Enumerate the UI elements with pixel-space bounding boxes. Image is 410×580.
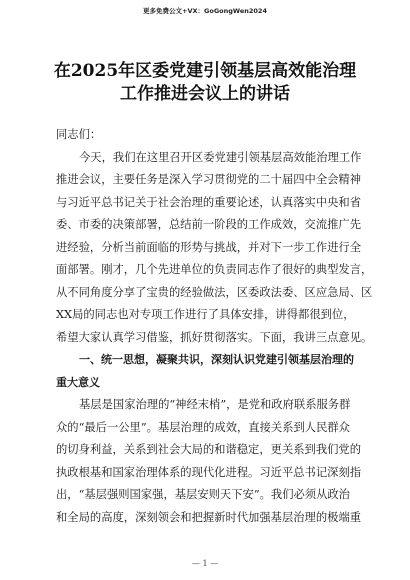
- paragraph-1-line: 从不同角度分享了宝贵的经验做法，区委政法委、区应急局、区: [56, 285, 373, 299]
- salutation: 同志们：: [56, 128, 102, 141]
- paragraph-1-line: XX局的同志也对专项工作进行了具体安排，讲得都很到位，: [56, 308, 355, 321]
- paragraph-1-line: 进经验，分析当前面临的形势与挑战，并对下一步工作进行全: [56, 240, 362, 254]
- paragraph-2-line: 基层是国家治理的“神经末梢”，是党和政府联系服务群: [79, 398, 351, 411]
- page-number: — 1 —: [191, 559, 219, 568]
- paragraph-1-line: 与习近平总书记关于社会治理的重要论述，认真落实中央和省: [56, 195, 362, 209]
- section-heading-line-2: 重大意义: [56, 375, 100, 389]
- paragraph-2-line: 众的“最后一公里”。基层治理的成效，直接关系到人民群众: [56, 420, 350, 434]
- document-body: [56, 124, 373, 529]
- title-line-1: 在2025年区委党建引领基层高效能治理: [53, 61, 357, 81]
- paragraph-1-line: 希望大家认真学习借鉴，抓好贯彻落实。下面，我讲三点意见。: [56, 330, 373, 344]
- paragraph-2-line: 出，“基层强则国家强，基层安则天下安”。我们必须从政治: [56, 488, 350, 501]
- section-heading-line-1: 一、统一思想，凝聚共识，深刻认识党建引领基层治理的: [79, 353, 354, 366]
- paragraph-1-line: 委、市委的决策部署，总结前一阶段的工作成效，交流推广先: [56, 218, 362, 231]
- paragraph-1-line: 面部署。刚才，几个先进单位的负责同志作了很好的典型发言，: [56, 263, 373, 276]
- title-line-2: 工作推进会议上的讲话: [120, 84, 290, 104]
- document-header: 更多免费公文+VX：GoGongWen2024: [143, 7, 267, 15]
- paragraph-2-line: 的切身利益，关系到社会大局的和谐稳定，更关系到我们党的: [56, 443, 362, 456]
- paragraph-2-line: 执政根基和国家治理体系的现代化进程。习近平总书记深刻指: [56, 465, 362, 479]
- paragraph-1-line: 推进会议，主要任务是深入学习贯彻党的二十届四中全会精神: [56, 173, 362, 186]
- paragraph-2-line: 和全局的高度，深刻领会和把握新时代加强基层治理的极端重: [56, 510, 362, 524]
- document-title: [0, 60, 410, 106]
- paragraph-1-line: 今天，我们在这里召开区委党建引领基层高效能治理工作: [79, 150, 362, 164]
